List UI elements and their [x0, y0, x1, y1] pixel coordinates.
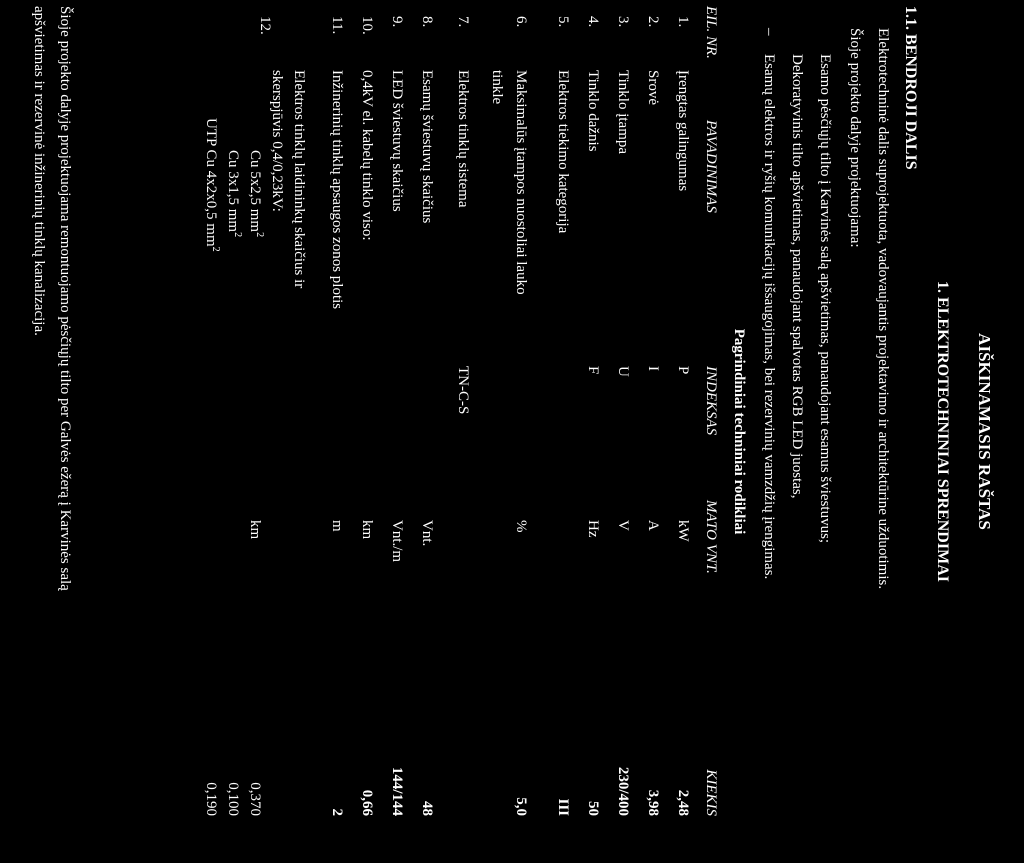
header-qty: KIEKIS [703, 769, 719, 816]
row-no: 4. [585, 16, 601, 28]
row-no: 2. [645, 16, 661, 28]
row-index: F [585, 366, 601, 375]
row-unit: % [513, 520, 529, 533]
row-unit: V [615, 520, 631, 531]
row-no: 1. [675, 16, 691, 28]
row-name: Inžinerinių tinklų apsaugos zonos plotis [329, 70, 345, 310]
row-qty: 50 [585, 801, 601, 816]
row-qty: 3,98 [645, 789, 661, 816]
row-no: 12. [257, 16, 273, 35]
row-name-continued: skerspjūvis 0,4/0,23kV: [269, 70, 285, 212]
row-qty: 0,370 [247, 782, 263, 816]
cable-spec-3 [202, 118, 220, 252]
row-name: LED šviestuvų skaičius [389, 70, 405, 212]
row-name: Įrengtas galingumas [675, 70, 691, 192]
row-no: 7. [455, 16, 471, 28]
cable-spec-2-text: Cu 3x1,5 mm [225, 150, 241, 233]
intro-paragraph: Elektrotechninė dalis suprojektuota, vadovaujantis projektavimo ir architektūrine užduotimis. [875, 28, 891, 590]
row-qty: 5,0 [513, 797, 529, 816]
row-index: P [675, 366, 691, 375]
header-no: EIL. NR. [703, 6, 719, 59]
header-name: PAVADINIMAS [703, 120, 719, 213]
row-no: 9. [389, 16, 405, 28]
cable-spec-3-text: UTP Cu 4x2x0,5 mm [203, 118, 219, 247]
row-no: 8. [419, 16, 435, 28]
document-title: AIŠKINAMASIS RAŠTAS [975, 333, 994, 530]
row-name: Elektros tinklų sistema [455, 70, 471, 208]
row-no: 6. [513, 16, 529, 28]
row-qty: III [555, 798, 571, 816]
superscript: 2 [210, 246, 221, 252]
row-name: Srovė [645, 70, 661, 105]
dash-item-text: Esamų elektros ir ryšių komunikacijų išsaugojimas, bei rezervinių vamzdžių įrengimas. [761, 54, 777, 580]
row-name: Esamų šviestuvų skaičius [419, 70, 435, 224]
cable-spec-2 [224, 150, 242, 237]
section-heading: 1. ELEKTROTECHNINIAI SPRENDIMAI [934, 281, 951, 582]
row-qty: 48 [419, 801, 435, 816]
row-name: Maksimalūs įtampos nuostoliai lauko [513, 70, 529, 295]
row-qty: 144/144 [389, 766, 405, 816]
row-name: 0,4kV el. kabelų tinklo viso: [359, 70, 375, 241]
row-name: Elektros tiekimo kategorija [555, 70, 571, 234]
row-no: 11. [329, 16, 345, 35]
row-unit: Vnt. [419, 520, 435, 547]
table-row-12 [168, 0, 308, 863]
row-unit: km [359, 520, 375, 540]
footer-line: apšvietimas ir rezervinė inžinerinių tinklų kanalizacija. [31, 6, 47, 336]
scope-line: Šioje projekto dalyje projektuojama: [847, 28, 863, 248]
row-unit: Hz [585, 520, 601, 538]
row-index: U [615, 366, 631, 377]
row-name: Elektros tinklų laidininkų skaičius ir [291, 70, 307, 289]
table-title: Pagrindiniai techniniai rodikliai [731, 328, 747, 535]
row-index: TN-C-S [455, 366, 471, 415]
row-qty: 2 [329, 808, 345, 816]
row-qty: 230/400 [615, 766, 631, 816]
row-unit: A [645, 520, 661, 531]
header-unit: MATO VNT. [703, 500, 719, 574]
row-qty: 2,48 [675, 789, 691, 816]
scope-item: Dekoratyvinis tilto apšvietimas, panaudojant spalvotas RGB LED juostas, [789, 54, 805, 499]
row-no: 3. [615, 16, 631, 28]
row-name: Tinklo dažnis [585, 70, 601, 152]
row-qty: 0,66 [359, 789, 375, 816]
dash-bullet: – [761, 28, 777, 36]
row-qty: 0,100 [225, 782, 241, 816]
superscript: 2 [254, 232, 265, 238]
row-name-continued: tinkle [489, 70, 505, 105]
row-unit: m [329, 520, 345, 532]
row-unit: Vnt./m [389, 520, 405, 563]
subsection-heading: 1.1. BENDROJI DALIS [902, 6, 919, 170]
row-no: 5. [555, 16, 571, 28]
row-unit: km [247, 520, 263, 540]
cable-spec-1-text: Cu 5x2,5 mm [247, 150, 263, 233]
row-no: 10. [359, 16, 375, 35]
header-index: INDEKSAS [703, 366, 719, 436]
row-index: I [645, 366, 661, 371]
row-unit: kW [675, 520, 691, 542]
scope-item: Esamo pėsčiųjų tilto į Karvinės salą apšvietimas, panaudojant esamus šviestuvus; [817, 54, 833, 544]
row-qty: 0,190 [203, 782, 219, 816]
row-name: Tinklo įtampa [615, 70, 631, 155]
cable-spec-1 [246, 150, 264, 237]
superscript: 2 [232, 232, 243, 238]
footer-line: Šioje projekto dalyje projektuojama remontuojamo pėsčiųjų tilto per Galvės ežerą į Karvinės salą [57, 6, 73, 591]
